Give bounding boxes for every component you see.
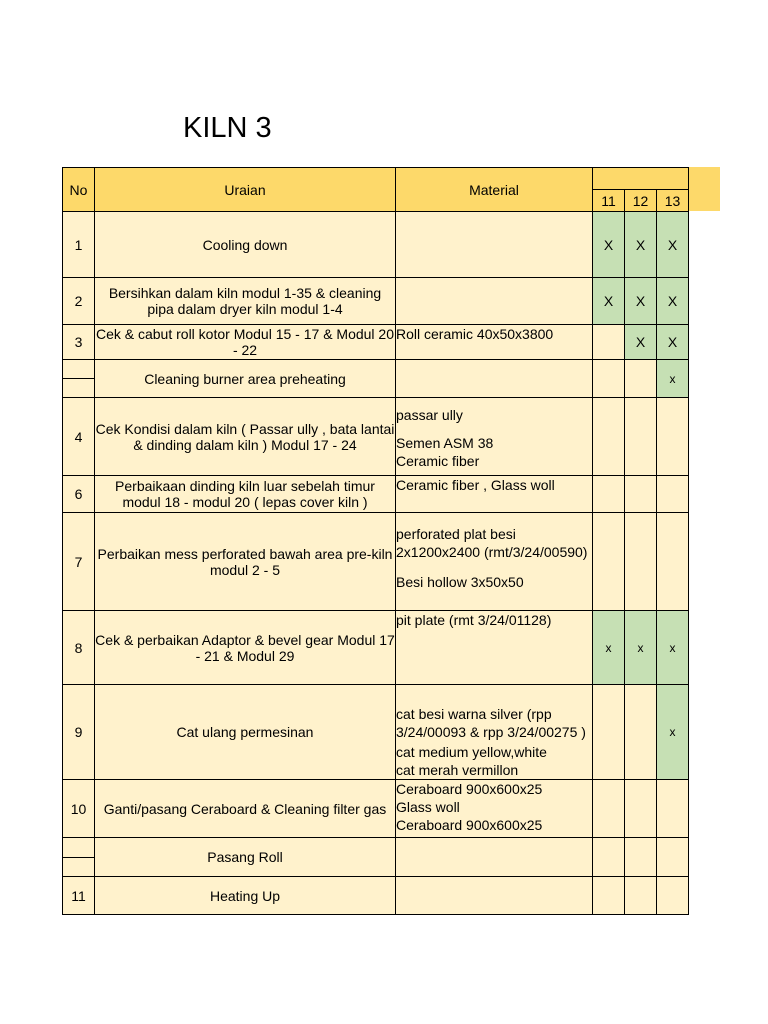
- table-row: [63, 278, 689, 325]
- row-uraian: Perbaikaan dinding kiln luar sebelah timur modul 18 - modul 20 ( lepas cover kiln ): [95, 476, 396, 513]
- row-uraian: Cat ulang permesinan: [95, 685, 396, 780]
- day-mark: [593, 838, 625, 877]
- day-mark: [625, 398, 657, 476]
- day-mark: [625, 780, 657, 838]
- row-number-text: 4: [74, 428, 83, 445]
- row-material: [396, 278, 593, 325]
- row-material: [396, 325, 593, 360]
- day-mark: [593, 325, 625, 360]
- header-day: 13: [657, 190, 689, 212]
- table-row: [63, 780, 689, 838]
- header-no: No: [63, 168, 95, 212]
- day-mark: X: [657, 212, 689, 278]
- day-mark: [657, 780, 689, 838]
- row-material: [396, 685, 593, 780]
- day-mark: x: [657, 685, 689, 780]
- row-number: [63, 278, 95, 325]
- table-row: [63, 838, 689, 877]
- row-number-text: 3: [74, 334, 83, 350]
- day-mark: [657, 398, 689, 476]
- day-mark: x: [593, 611, 625, 685]
- row-number: [63, 780, 95, 838]
- row-material: [396, 838, 593, 877]
- row-number: [63, 838, 95, 877]
- material-line: cat medium yellow,white: [396, 744, 547, 760]
- row-material: [396, 780, 593, 838]
- header-material: Material: [396, 168, 593, 212]
- row-number: [63, 513, 95, 611]
- header-days-group: [593, 168, 689, 190]
- table-row: [63, 325, 689, 360]
- day-mark: [657, 838, 689, 877]
- day-mark: [657, 513, 689, 611]
- table-row: [63, 877, 689, 915]
- material-line: Roll ceramic 40x50x3800: [396, 326, 554, 342]
- day-mark: X: [657, 325, 689, 360]
- row-number: [63, 877, 95, 915]
- table-row: [63, 360, 689, 398]
- day-mark: [593, 685, 625, 780]
- material-line: Besi hollow 3x50x50: [396, 574, 524, 590]
- row-uraian: Perbaikan mess perforated bawah area pre-kiln modul 2 - 5: [95, 513, 396, 611]
- day-mark: [593, 360, 625, 398]
- day-mark: [593, 476, 625, 513]
- material-line: pit plate (rmt 3/24/01128): [396, 612, 552, 628]
- material-line: passar ully: [396, 407, 463, 423]
- header-uraian: Uraian: [95, 168, 396, 212]
- table-row: [63, 611, 689, 685]
- material-line: perforated plat besi 2x1200x2400 (rmt/3/24/00590): [396, 526, 588, 560]
- day-mark: x: [625, 611, 657, 685]
- row-number-text: 8: [74, 639, 83, 656]
- day-mark: [593, 513, 625, 611]
- day-mark: [657, 476, 689, 513]
- row-uraian: Pasang Roll: [95, 838, 396, 877]
- row-number-text: 9: [74, 724, 83, 740]
- row-number-text: 11: [71, 887, 86, 904]
- table-row: [63, 398, 689, 476]
- day-mark: [625, 877, 657, 915]
- material-line: cat besi warna silver (rpp 3/24/00093 & rpp 3/24/00275 ): [396, 706, 586, 740]
- material-line: Semen ASM 38: [396, 435, 494, 451]
- table-row: [63, 476, 689, 513]
- day-mark: X: [593, 212, 625, 278]
- material-line: Ceramic fiber , Glass woll: [396, 477, 555, 493]
- day-mark: [625, 476, 657, 513]
- row-number: [63, 611, 95, 685]
- row-uraian: Cleaning burner area preheating: [95, 360, 396, 398]
- row-number: [63, 476, 95, 513]
- row-material: [396, 611, 593, 685]
- row-uraian: Bersihkan dalam kiln modul 1-35 & cleaning pipa dalam dryer kiln modul 1-4: [95, 278, 396, 325]
- row-number: [63, 212, 95, 278]
- day-mark: X: [657, 278, 689, 325]
- material-line: cat merah vermillon: [396, 762, 519, 778]
- day-mark: X: [625, 212, 657, 278]
- header-day: 11: [593, 190, 625, 212]
- day-mark: X: [625, 278, 657, 325]
- row-material: [396, 513, 593, 611]
- table-row: [63, 513, 689, 611]
- row-number-text: 6: [74, 486, 83, 502]
- row-number-text: 7: [74, 553, 83, 570]
- day-mark: [625, 513, 657, 611]
- row-uraian: Heating Up: [95, 877, 396, 915]
- day-mark: [625, 685, 657, 780]
- row-material: [396, 476, 593, 513]
- material-line: Ceraboard 900x600x25: [396, 817, 543, 833]
- table-row: [63, 212, 689, 278]
- material-line: Glass woll: [396, 799, 460, 815]
- day-mark: [625, 838, 657, 877]
- schedule-rows: [63, 212, 689, 915]
- day-mark: [657, 877, 689, 915]
- day-mark: [593, 877, 625, 915]
- row-material: [396, 360, 593, 398]
- day-mark: x: [657, 360, 689, 398]
- day-mark: [593, 780, 625, 838]
- page-title: KILN 3: [183, 112, 272, 144]
- day-mark: X: [625, 325, 657, 360]
- row-material: [396, 877, 593, 915]
- row-number: [63, 398, 95, 476]
- row-number-text: 10: [70, 800, 87, 817]
- table-row: [63, 685, 689, 780]
- row-number: [63, 685, 95, 780]
- day-mark: x: [657, 611, 689, 685]
- day-mark: [593, 398, 625, 476]
- row-uraian: Cek & cabut roll kotor Modul 15 - 17 & Modul 20 - 22: [95, 326, 395, 358]
- row-number: [63, 360, 95, 398]
- day-mark: [625, 360, 657, 398]
- material-line: Ceraboard 900x600x25: [396, 781, 543, 797]
- row-number-text: 1: [74, 236, 83, 253]
- day-mark: X: [593, 278, 625, 325]
- row-number-text: 2: [74, 293, 83, 309]
- row-material: [396, 212, 593, 278]
- header-day: 12: [625, 190, 657, 212]
- row-number: [63, 325, 95, 360]
- row-uraian: Cek & perbaikan Adaptor & bevel gear Modul 17 - 21 & Modul 29: [95, 611, 396, 685]
- material-line: Ceramic fiber: [396, 453, 480, 469]
- row-uraian: Cooling down: [95, 212, 396, 278]
- row-uraian: Cek Kondisi dalam kiln ( Passar ully , bata lantai & dinding dalam kiln ) Modul 17 - 24: [95, 398, 396, 476]
- row-material: [396, 398, 593, 476]
- schedule-table: [62, 167, 689, 915]
- row-uraian: Ganti/pasang Ceraboard & Cleaning filter gas: [95, 780, 396, 838]
